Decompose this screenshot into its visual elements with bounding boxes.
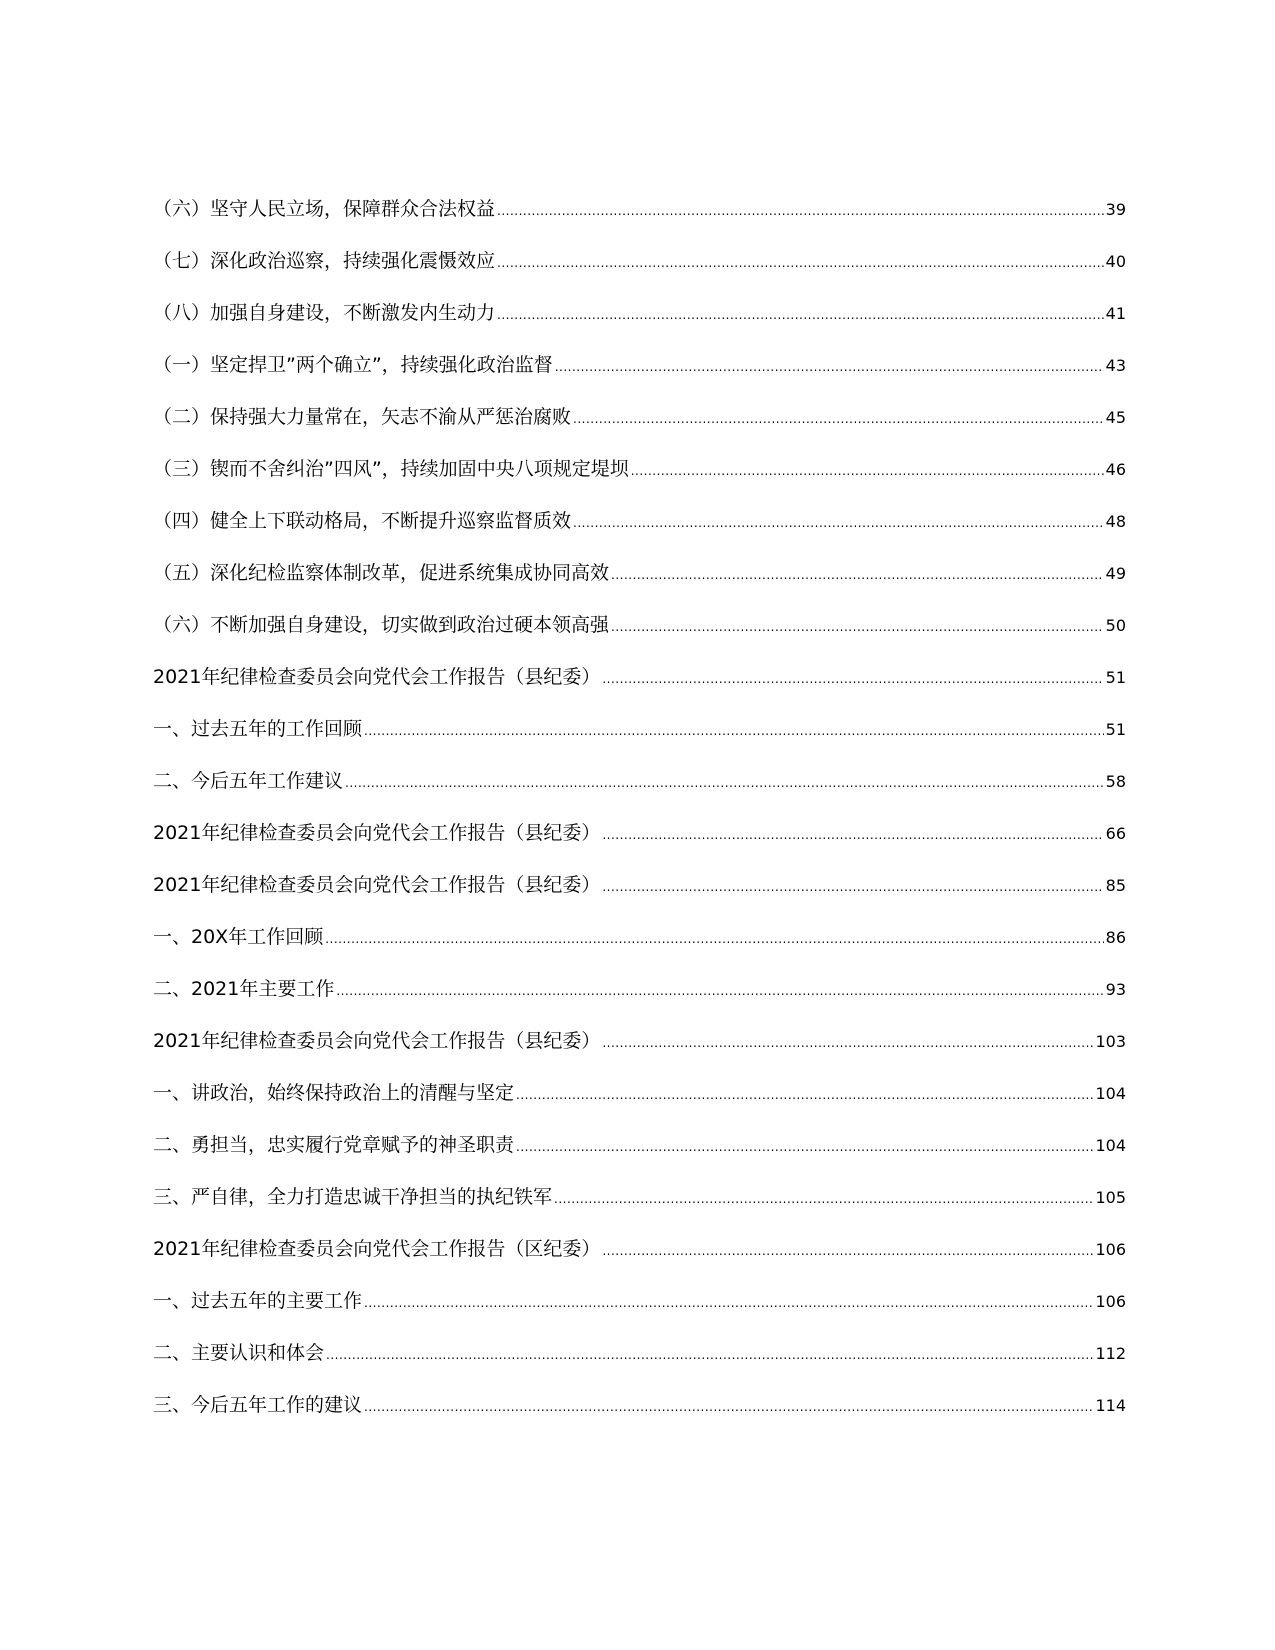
- toc-dot-leader: [364, 1277, 1093, 1329]
- toc-entry-title: 2021年纪律检查委员会向党代会工作报告（县纪委）: [153, 1030, 601, 1052]
- toc-entry-page: 103: [1095, 1032, 1126, 1051]
- toc-entry-page: 114: [1095, 1396, 1126, 1415]
- toc-entry-title: 2021年纪律检查委员会向党代会工作报告（县纪委）: [153, 822, 601, 844]
- toc-entry[interactable]: [153, 287, 1126, 339]
- toc-entry-title: （四）健全上下联动格局，不断提升巡察监督质效: [153, 510, 572, 532]
- toc-entry[interactable]: [153, 703, 1126, 755]
- toc-entry-page: 86: [1105, 928, 1126, 947]
- toc-entry-title: （七）深化政治巡察，持续强化震慑效应: [153, 250, 496, 272]
- toc-entry-page: 48: [1105, 512, 1126, 531]
- toc-entry-title: （一）坚定捍卫”两个确立”，持续强化政治监督: [153, 354, 553, 376]
- toc-entry-page: 51: [1105, 668, 1126, 687]
- toc-entry-page: 45: [1105, 408, 1126, 427]
- toc-dot-leader: [516, 1069, 1093, 1121]
- toc-dot-leader: [497, 185, 1104, 237]
- toc-entry[interactable]: [153, 599, 1126, 651]
- toc-dot-leader: [611, 549, 1104, 601]
- toc-entry[interactable]: [153, 1275, 1126, 1327]
- toc-entry[interactable]: [153, 859, 1126, 911]
- toc-entry-page: 112: [1095, 1344, 1126, 1363]
- toc-entry-page: 85: [1105, 876, 1126, 895]
- toc-entry[interactable]: [153, 1327, 1126, 1379]
- toc-entry[interactable]: [153, 443, 1126, 495]
- toc-entry[interactable]: [153, 235, 1126, 287]
- toc-dot-leader: [602, 653, 1103, 705]
- toc-dot-leader: [345, 757, 1104, 809]
- toc-entry-title: 2021年纪律检查委员会向党代会工作报告（县纪委）: [153, 874, 601, 896]
- toc-entry[interactable]: [153, 807, 1126, 859]
- toc-entry-title: 二、勇担当，忠实履行党章赋予的神圣职责: [153, 1134, 515, 1156]
- toc-entry[interactable]: [153, 1119, 1126, 1171]
- toc-dot-leader: [497, 289, 1104, 341]
- toc-entry-title: （二）保持强大力量常在，矢志不渝从严惩治腐败: [153, 406, 572, 428]
- toc-dot-leader: [326, 1329, 1093, 1381]
- toc-entry[interactable]: [153, 183, 1126, 235]
- toc-dot-leader: [364, 1381, 1093, 1433]
- toc-entry-page: 106: [1095, 1292, 1126, 1311]
- toc-entry-page: 105: [1095, 1188, 1126, 1207]
- toc-entry[interactable]: [153, 1171, 1126, 1223]
- toc-dot-leader: [573, 497, 1104, 549]
- toc-entry-title: （五）深化纪检监察体制改革，促进系统集成协同高效: [153, 562, 610, 584]
- toc-entry-title: 一、20X年工作回顾: [153, 926, 324, 948]
- toc-dot-leader: [554, 1173, 1093, 1225]
- toc-entry[interactable]: [153, 391, 1126, 443]
- toc-dot-leader: [325, 913, 1103, 965]
- toc-entry-title: （六）不断加强自身建设，切实做到政治过硬本领高强: [153, 614, 610, 636]
- toc-dot-leader: [611, 601, 1104, 653]
- toc-entry-page: 66: [1105, 824, 1126, 843]
- toc-dot-leader: [364, 705, 1104, 757]
- toc-dot-leader: [497, 237, 1104, 289]
- toc-entry[interactable]: [153, 495, 1126, 547]
- toc-entry-page: 93: [1105, 980, 1126, 999]
- table-of-contents: [153, 183, 1126, 1431]
- toc-entry-page: 46: [1105, 460, 1126, 479]
- toc-entry-page: 58: [1105, 772, 1126, 791]
- toc-entry-page: 51: [1105, 720, 1126, 739]
- toc-entry-title: 二、2021年主要工作: [153, 978, 335, 1000]
- toc-entry-title: （八）加强自身建设，不断激发内生动力: [153, 302, 496, 324]
- toc-entry-page: 49: [1105, 564, 1126, 583]
- toc-entry-title: 一、过去五年的工作回顾: [153, 718, 363, 740]
- toc-entry[interactable]: [153, 1223, 1126, 1275]
- toc-entry[interactable]: [153, 1067, 1126, 1119]
- toc-entry-title: 2021年纪律检查委员会向党代会工作报告（县纪委）: [153, 666, 601, 688]
- toc-dot-leader: [602, 1225, 1093, 1277]
- toc-entry-page: 43: [1105, 356, 1126, 375]
- toc-entry[interactable]: [153, 1379, 1126, 1431]
- toc-dot-leader: [631, 445, 1104, 497]
- toc-dot-leader: [336, 965, 1103, 1017]
- toc-entry-title: 二、今后五年工作建议: [153, 770, 344, 792]
- toc-entry[interactable]: [153, 651, 1126, 703]
- toc-dot-leader: [602, 861, 1103, 913]
- toc-entry[interactable]: [153, 547, 1126, 599]
- toc-entry-page: 50: [1105, 616, 1126, 635]
- toc-entry-page: 106: [1095, 1240, 1126, 1259]
- toc-entry[interactable]: [153, 963, 1126, 1015]
- toc-entry-page: 41: [1105, 304, 1126, 323]
- toc-entry-page: 104: [1095, 1136, 1126, 1155]
- toc-entry-title: 一、过去五年的主要工作: [153, 1290, 363, 1312]
- toc-entry-page: 104: [1095, 1084, 1126, 1103]
- toc-entry[interactable]: [153, 1015, 1126, 1067]
- toc-entry-title: 三、严自律，全力打造忠诚干净担当的执纪铁军: [153, 1186, 553, 1208]
- toc-dot-leader: [555, 341, 1104, 393]
- toc-entry[interactable]: [153, 755, 1126, 807]
- toc-dot-leader: [516, 1121, 1093, 1173]
- toc-dot-leader: [573, 393, 1104, 445]
- toc-entry-page: 39: [1105, 200, 1126, 219]
- toc-entry[interactable]: [153, 339, 1126, 391]
- toc-entry-title: 2021年纪律检查委员会向党代会工作报告（区纪委）: [153, 1238, 601, 1260]
- toc-entry-title: 二、主要认识和体会: [153, 1342, 325, 1364]
- toc-entry[interactable]: [153, 911, 1126, 963]
- toc-entry-title: 三、今后五年工作的建议: [153, 1394, 363, 1416]
- toc-entry-page: 40: [1105, 252, 1126, 271]
- toc-entry-title: （三）锲而不舍纠治”四风”，持续加固中央八项规定堤坝: [153, 458, 629, 480]
- toc-dot-leader: [602, 1017, 1093, 1069]
- toc-dot-leader: [602, 809, 1103, 861]
- toc-entry-title: 一、讲政治，始终保持政治上的清醒与坚定: [153, 1082, 515, 1104]
- toc-entry-title: （六）坚守人民立场，保障群众合法权益: [153, 198, 496, 220]
